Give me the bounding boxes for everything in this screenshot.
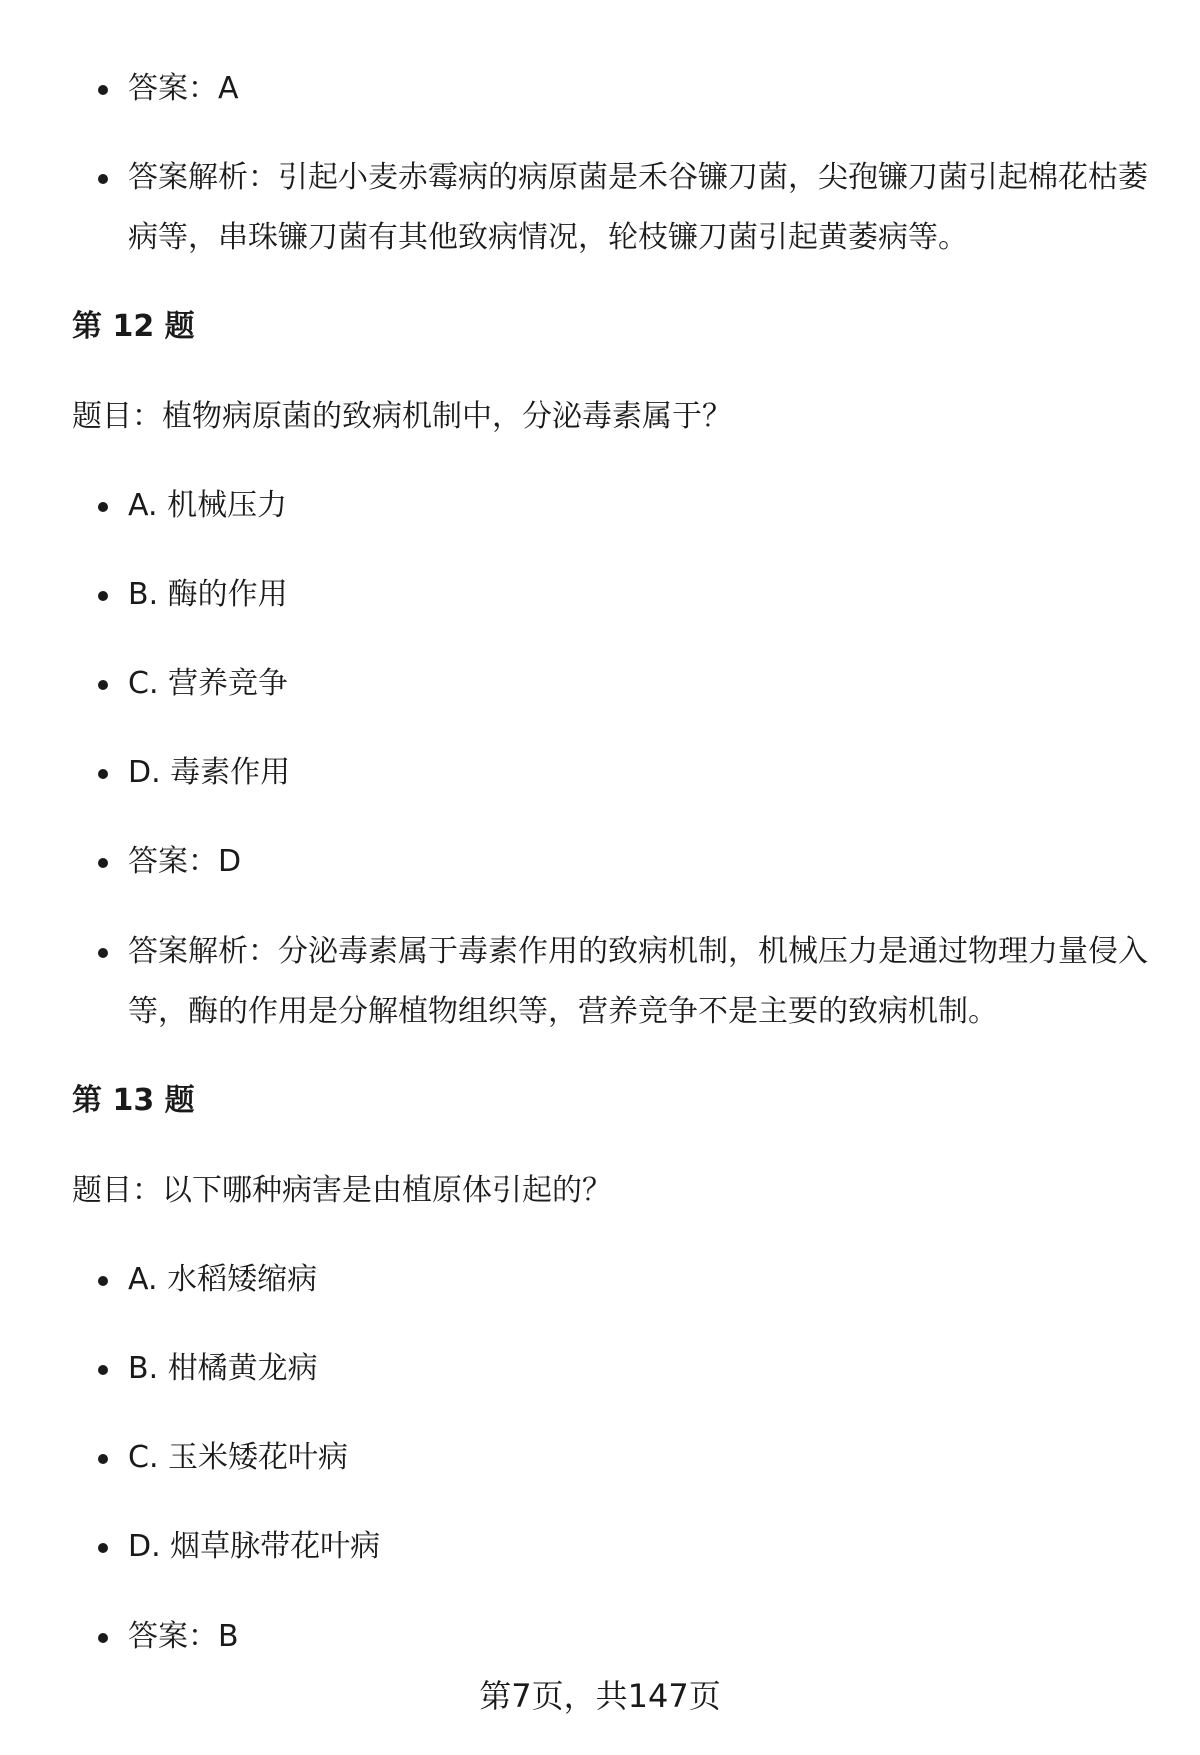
q12-option-d: D. 毒素作用 — [128, 743, 1148, 803]
q13-option-c: C. 玉米矮花叶病 — [128, 1428, 1148, 1488]
q12-explanation: 答案解析：分泌毒素属于毒素作用的致病机制，机械压力是通过物理力量侵入等，酶的作用是分解植物组织等，营养竞争不是主要的致病机制。 — [128, 922, 1148, 1042]
question-12-heading: 第 12 题 — [72, 309, 195, 344]
q13-option-a: A. 水稻矮缩病 — [128, 1250, 1148, 1310]
q12-option-b: B. 酶的作用 — [128, 565, 1148, 625]
question-13-heading: 第 13 题 — [72, 1083, 195, 1118]
explanation-prev: 答案解析：引起小麦赤霉病的病原菌是禾谷镰刀菌，尖孢镰刀菌引起棉花枯萎病等，串珠镰刀菌有其他致病情况，轮枝镰刀菌引起黄萎病等。 — [128, 148, 1148, 268]
page-number-footer: 第7页，共147页 — [479, 1677, 721, 1715]
q12-option-c: C. 营养竞争 — [128, 654, 1148, 714]
q12-answer: 答案：D — [128, 832, 1148, 892]
q13-option-d: D. 烟草脉带花叶病 — [128, 1517, 1148, 1577]
question-12-text: 题目：植物病原菌的致病机制中，分泌毒素属于？ — [72, 399, 732, 434]
question-13-text: 题目：以下哪种病害是由植原体引起的？ — [72, 1173, 612, 1208]
answer-prev: 答案：A — [128, 59, 1148, 119]
q13-answer: 答案：B — [128, 1607, 1148, 1667]
q13-option-b: B. 柑橘黄龙病 — [128, 1339, 1148, 1399]
q12-option-a: A. 机械压力 — [128, 476, 1148, 536]
